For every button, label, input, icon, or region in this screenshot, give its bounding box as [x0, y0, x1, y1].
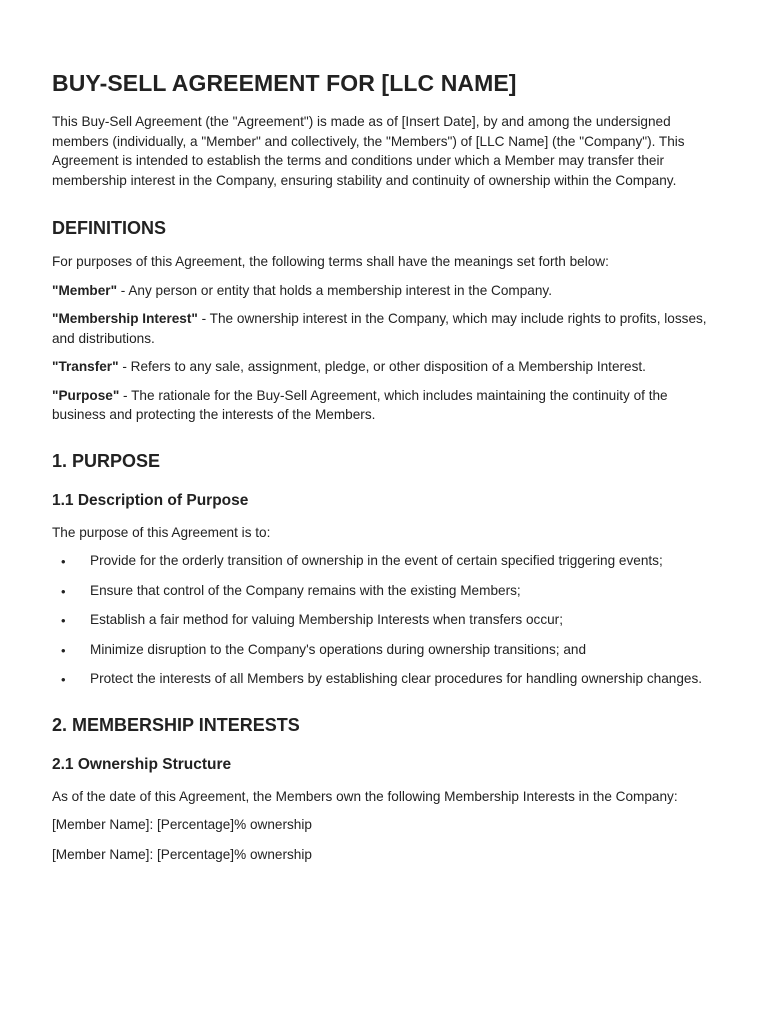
definition-text: - Any person or entity that holds a membership interest in the Company. — [117, 282, 552, 298]
list-item-text: Minimize disruption to the Company's operations during ownership transitions; and — [90, 641, 587, 657]
purpose-list — [52, 551, 720, 689]
definition-member — [52, 281, 720, 301]
membership-heading: 2. MEMBERSHIP INTERESTS — [52, 714, 300, 735]
purpose-heading: 1. PURPOSE — [52, 450, 161, 471]
definitions-heading: DEFINITIONS — [52, 218, 167, 238]
definition-transfer — [52, 357, 720, 377]
definitions-lead: For purposes of this Agreement, the following terms shall have the meanings set forth below: — [52, 254, 609, 269]
bullet-icon: • — [61, 554, 66, 569]
list-item — [52, 669, 720, 689]
ownership-row: [Member Name]: [Percentage]% ownership — [52, 846, 312, 862]
definition-term: "Transfer" — [52, 359, 119, 374]
purpose-section — [52, 449, 720, 689]
definition-text: - Refers to any sale, assignment, pledge, or other disposition of a Membership Interest. — [118, 359, 646, 374]
list-item — [52, 640, 720, 660]
definition-text: - The rationale for the Buy-Sell Agreement, which includes maintaining the continuity of the business and protecting the interests of the Members. — [52, 387, 668, 422]
bullet-icon: • — [61, 642, 66, 658]
list-item-text: Protect the interests of all Members by establishing clear procedures for handling ownership changes. — [90, 671, 703, 686]
definition-membership-interest — [52, 309, 720, 348]
list-item-text: Ensure that control of the Company remains with the existing Members; — [90, 582, 521, 598]
bullet-icon: • — [61, 672, 66, 687]
definitions-section — [52, 216, 720, 425]
purpose-lead: The purpose of this Agreement is to: — [52, 524, 271, 540]
definition-purpose — [52, 386, 720, 425]
membership-subheading: 2.1 Ownership Structure — [52, 755, 232, 773]
membership-section — [52, 713, 720, 865]
definition-term: "Member" — [52, 282, 118, 298]
document-title: BUY-SELL AGREEMENT FOR [LLC NAME] — [52, 70, 517, 96]
bullet-icon: • — [61, 613, 66, 628]
definition-term: "Purpose" — [52, 387, 120, 403]
list-item-text: Provide for the orderly transition of ownership in the event of certain specified triggering events; — [90, 553, 663, 568]
list-item — [52, 581, 720, 601]
membership-lead: As of the date of this Agreement, the Members own the following Membership Interests in the Company: — [52, 788, 678, 804]
definition-text: - The ownership interest in the Company, which may include rights to profits, losses, and distributions. — [52, 311, 707, 346]
list-item — [52, 610, 720, 630]
definition-term: "Membership Interest" — [52, 311, 198, 326]
intro-paragraph: This Buy-Sell Agreement (the "Agreement") is made as of [Insert Date], by and among the undersigned members (individually, a "Member" and collectively, the "Members") of [LLC Name] (the "Company"). This Agreement is intended to establish the terms and conditions under which a Member may transfer their membership interest in the Company, ensuring stability and continuity of ownership within the Company. — [52, 114, 685, 188]
ownership-row: [Member Name]: [Percentage]% ownership — [52, 817, 312, 832]
bullet-icon: • — [61, 583, 66, 599]
list-item-text: Establish a fair method for valuing Membership Interests when transfers occur; — [90, 612, 563, 627]
purpose-subheading: 1.1 Description of Purpose — [52, 491, 249, 509]
list-item — [52, 551, 720, 571]
